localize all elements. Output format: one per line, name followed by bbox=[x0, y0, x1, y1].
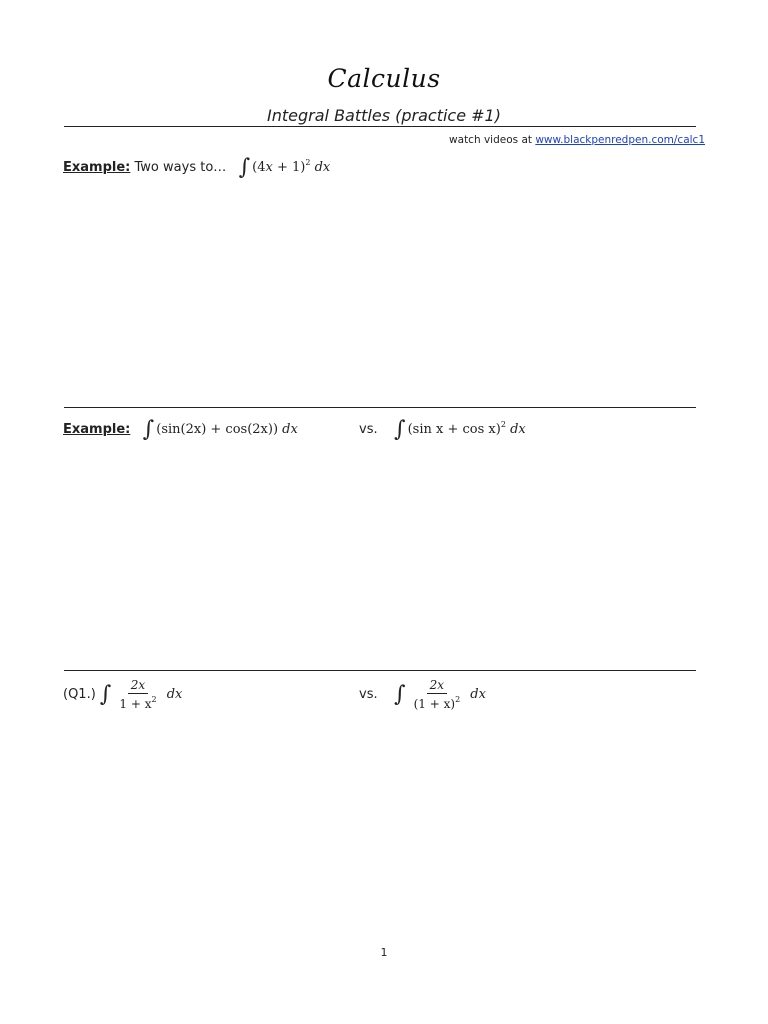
watch-prefix: watch videos at bbox=[449, 134, 532, 146]
question-label: (Q1.) bbox=[63, 687, 96, 702]
watch-videos-line bbox=[449, 134, 705, 146]
example-2-right bbox=[359, 414, 526, 442]
example-1 bbox=[63, 152, 331, 180]
versus-label: vs. bbox=[359, 687, 378, 702]
integral-sign-icon: ∫ bbox=[142, 417, 155, 442]
differential: dx bbox=[314, 160, 331, 175]
question-1-right bbox=[359, 678, 486, 711]
page-title: Calculus bbox=[327, 64, 441, 93]
differential: dx bbox=[166, 687, 183, 702]
question-1-left bbox=[63, 678, 182, 711]
integral-sign-icon: ∫ bbox=[99, 682, 112, 707]
integrand: (sin x + cos x)$^2$ bbox=[407, 420, 506, 437]
denominator: $1 + x^2$ bbox=[119, 695, 157, 711]
section-divider-2 bbox=[64, 670, 696, 671]
example-label: Example: bbox=[63, 422, 131, 437]
numerator: 2x bbox=[427, 678, 447, 694]
fraction bbox=[116, 678, 159, 711]
fraction bbox=[411, 678, 464, 711]
section-divider-1 bbox=[64, 407, 696, 408]
integral-sign-icon: ∫ bbox=[394, 417, 406, 442]
example-label: Example: bbox=[63, 160, 131, 175]
differential: dx bbox=[510, 422, 526, 437]
denominator: $(1 + x)^2$ bbox=[413, 695, 461, 711]
example-text: Two ways to… bbox=[134, 160, 227, 175]
example-2-left bbox=[63, 414, 298, 442]
page-subtitle: Integral Battles (practice #1) bbox=[267, 106, 501, 125]
versus-label: vs. bbox=[359, 422, 378, 437]
differential: dx bbox=[282, 422, 298, 437]
integrand: $(4x + 1)^2$ bbox=[252, 158, 311, 175]
differential: dx bbox=[470, 687, 486, 702]
header-divider bbox=[64, 126, 696, 127]
numerator: 2x bbox=[128, 678, 148, 694]
website-link[interactable]: www.blackpenredpen.com/calc1 bbox=[535, 134, 705, 146]
integral-sign-icon: ∫ bbox=[238, 155, 251, 180]
page-number: 1 bbox=[380, 946, 388, 959]
integral-sign-icon: ∫ bbox=[394, 682, 406, 707]
integrand: (sin(2x) + cos(2x)) bbox=[156, 422, 279, 437]
